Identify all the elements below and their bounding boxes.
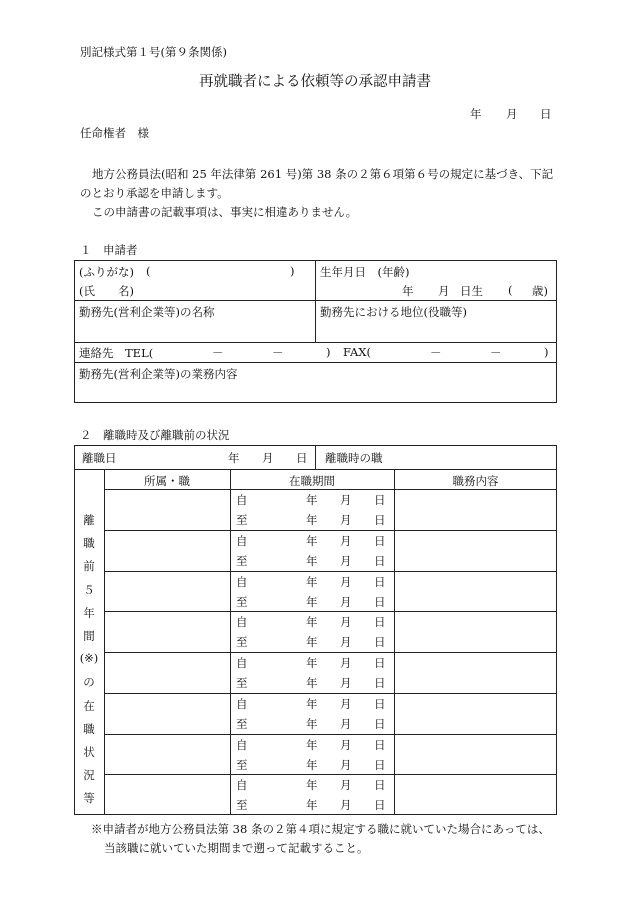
retire-year: 年 [228,451,240,465]
furigana-close: ) [290,264,295,278]
to-label: 至 [236,798,248,813]
side-label-char: 間 [83,629,95,643]
tel-dash-2: － [272,346,284,360]
side-label-char: (※) [79,651,99,666]
fax-close: ) [544,345,549,359]
to-day: 日 [374,716,386,731]
side-label-char: 職 [83,536,95,551]
to-day: 日 [374,553,386,568]
to-month: 月 [340,676,352,690]
form-number: 別記様式第１号(第９条関係) [80,45,227,59]
birth-label: 生年月日 (年齢) [320,265,410,279]
section1-heading: １ 申請者 [80,243,138,257]
to-label: 至 [236,635,248,650]
to-month: 月 [340,635,352,650]
from-day: 日 [374,493,386,507]
to-month: 月 [340,798,352,813]
employer-label: 勤務先(営利企業等)の名称 [79,305,215,319]
from-label: 自 [236,737,248,752]
position-label: 勤務先における地位(役職等) [320,305,467,319]
from-year: 年 [306,778,318,793]
birth-month: 月 [438,284,450,298]
footnote-line-2: 当該職に就いていた期間まで遡って記載すること。 [104,841,369,855]
from-month: 月 [340,615,352,630]
to-day: 日 [374,757,386,772]
tel-dash-1: － [212,346,224,360]
to-day: 日 [374,798,386,813]
furigana-label: (ふりがな) [79,265,134,279]
side-label-char: 年 [83,605,95,620]
tel-close: ) [326,345,331,359]
date-year: 年 [470,107,482,121]
age-open: ( [508,283,513,297]
row-divider [104,734,557,735]
side-label-char: 前 [83,559,95,574]
to-label: 至 [236,513,248,527]
age-close: 歳) [532,284,548,298]
retire-date-label: 離職日 [82,451,117,465]
from-year: 年 [306,737,318,752]
to-month: 月 [340,513,352,527]
from-year: 年 [306,493,318,507]
side-label-char: 離 [83,513,95,527]
retire-month: 月 [262,451,274,465]
from-year: 年 [306,574,318,589]
from-month: 月 [340,574,352,589]
fax-dash-2: － [490,346,502,360]
side-label-char: 在 [83,698,95,713]
from-label: 自 [236,615,248,630]
row-divider [104,693,557,694]
to-day: 日 [374,513,386,527]
to-year: 年 [306,635,318,650]
to-month: 月 [340,553,352,568]
date-day: 日 [540,107,552,121]
from-day: 日 [374,737,386,752]
row-divider [104,611,557,612]
from-month: 月 [340,493,352,507]
retire-post-label: 離職時の職 [325,451,383,465]
to-month: 月 [340,594,352,609]
to-month: 月 [340,716,352,731]
to-day: 日 [374,676,386,690]
to-label: 至 [236,594,248,609]
from-year: 年 [306,533,318,548]
from-month: 月 [340,533,352,548]
side-label-char: 等 [83,791,95,806]
from-label: 自 [236,574,248,589]
from-year: 年 [306,696,318,711]
side-label-char: の [83,675,95,690]
to-month: 月 [340,757,352,772]
date-month: 月 [506,107,518,121]
side-label-char: ５ [83,582,95,597]
to-label: 至 [236,716,248,731]
to-day: 日 [374,594,386,609]
col-header-period: 在職期間 [289,474,335,488]
side-label-char: 職 [83,721,95,736]
row-divider [104,571,557,572]
side-label-char: 況 [83,768,95,783]
to-year: 年 [306,716,318,731]
from-year: 年 [306,656,318,670]
fax-label: FAX( [343,345,371,359]
from-day: 日 [374,574,386,589]
document-title: 再就職者による依頼等の承認申請書 [199,74,431,90]
from-month: 月 [340,737,352,752]
to-year: 年 [306,798,318,813]
birth-year: 年 [402,284,414,298]
to-year: 年 [306,676,318,690]
from-label: 自 [236,778,248,793]
to-year: 年 [306,553,318,568]
contact-label: 連絡先 TEL( [79,346,154,360]
name-label: (氏 名) [79,284,134,298]
from-day: 日 [374,778,386,793]
retire-day: 日 [296,451,308,465]
from-day: 日 [374,696,386,711]
to-label: 至 [236,676,248,690]
from-day: 日 [374,615,386,630]
from-label: 自 [236,656,248,670]
intro-line-3: この申請書の記載事項は、事実に相違ありません。 [92,205,358,219]
to-year: 年 [306,594,318,609]
row-divider [104,530,557,531]
section2-heading: ２ 離職時及び離職前の状況 [80,428,230,442]
to-day: 日 [374,635,386,650]
from-month: 月 [340,778,352,793]
to-label: 至 [236,757,248,772]
addressee: 任命権者 様 [80,126,149,140]
col-header-duties: 職務内容 [452,474,499,488]
footnote-line-1: ※申請者が地方公務員法第 38 条の２第４項に規定する職に就いていた場合にあっては、 [91,822,550,836]
to-year: 年 [306,757,318,772]
furigana-open: ( [146,264,151,278]
from-month: 月 [340,696,352,711]
from-month: 月 [340,656,352,670]
from-day: 日 [374,656,386,670]
intro-line-2: のとおり承認を申請します。 [80,186,229,200]
from-year: 年 [306,615,318,630]
to-year: 年 [306,513,318,527]
from-label: 自 [236,533,248,548]
to-label: 至 [236,553,248,568]
fax-dash-1: － [430,346,442,360]
side-label-char: 状 [83,745,95,759]
from-label: 自 [236,493,248,507]
birth-day: 日生 [460,284,483,298]
business-label: 勤務先(営利企業等)の業務内容 [79,367,238,381]
from-label: 自 [236,696,248,711]
row-divider [104,774,557,775]
intro-line-1: 地方公務員法(昭和 25 年法律第 261 号)第 38 条の２第６項第６号の規定に基づき、下記 [92,167,554,181]
row-divider [104,652,557,653]
col-header-dept: 所属・職 [144,474,190,488]
from-day: 日 [374,533,386,548]
